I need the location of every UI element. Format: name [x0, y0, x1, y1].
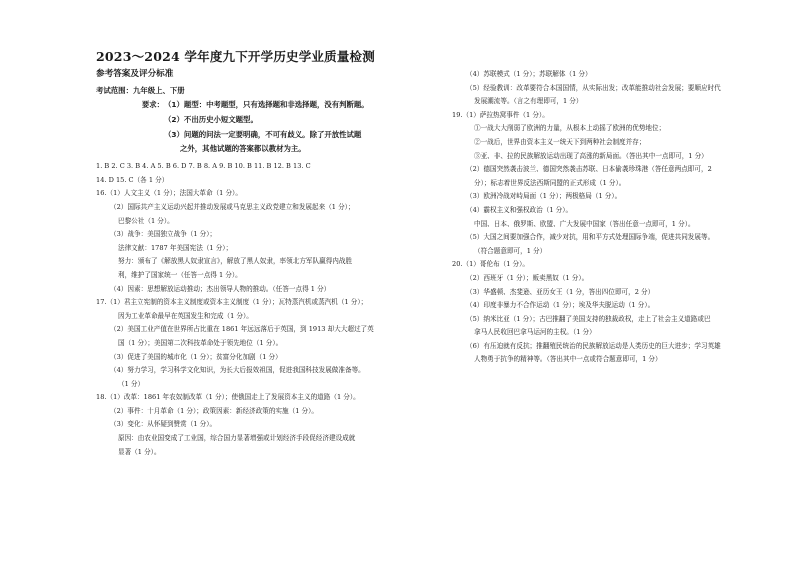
page-title: 2023～2024 学年度九下开学历史学业质量检测 — [96, 49, 375, 64]
right-column — [452, 68, 774, 367]
answer-line: （2）德国突然袭击波兰、德国突然袭击苏联、日本偷袭珍珠港（答任意两点即可，2 — [466, 165, 712, 174]
left-column — [96, 48, 420, 459]
answer-line: （5）经验教训：改革要符合本国国情，从实际出发；改革能推动社会发展；要顺应时代 — [466, 83, 721, 92]
answer-line: 人物勇于抗争的精神等。（答出其中一点或符合题意即可，1 分） — [474, 355, 662, 364]
answer-line: （3）变化：从怀疑到赞赏（1 分）。 — [110, 420, 217, 429]
page-subtitle: 参考答案及评分标准 — [96, 69, 174, 79]
answer-line: （4）霸权主义和强权政治（1 分）。 — [466, 205, 573, 214]
choice-answers: 1. B 2. C 3. B 4. A 5. B 6. D 7. B 8. A 9. B 10. B 11. B 12. B 13. C — [96, 162, 311, 171]
answer-line: 分）；标志着世界反法西斯同盟的正式形成（1 分）。 — [474, 178, 626, 187]
answer-line: （符合题意即可，1 分） — [474, 246, 547, 255]
answer-line: 努力：颁布了《解放黑人奴隶宣言》，解放了黑人奴隶，率领北方军队赢得内战胜 — [118, 257, 353, 266]
answer-line: 拿马人民收回巴拿马运河的主权。（1 分） — [474, 328, 596, 337]
answer-line: （6）有压迫就有反抗；推翻殖民统治的民族解放运动是人类历史的巨大进步；学习英雄 — [466, 341, 721, 350]
answer-line: （3）欧洲冷战对峙局面（1 分）；两极格局（1 分）。 — [466, 192, 622, 201]
answer-line: （1 分） — [118, 379, 145, 388]
requirement-item: （2）不出历史小短文题型。 — [164, 114, 258, 124]
answer-line: （2）事件：十月革命（1 分）；政策因素：新经济政策的实施（1 分）。 — [110, 406, 318, 415]
answer-line: 巴黎公社（1 分）。 — [118, 216, 174, 225]
answer-line: （2）西班牙（1 分）；贩卖黑奴（1 分）。 — [466, 273, 589, 282]
exam-scope: 考试范围：九年级上、下册 — [96, 86, 185, 95]
answer-line: （3）战争：美国独立战争（1 分）； — [110, 230, 217, 239]
answer-line: （4）苏联模式（1 分）；苏联解体（1 分） — [466, 70, 592, 78]
answer-line: （5）纳米比亚（1 分）；古巴推翻了美国支持的独裁政权，走上了社会主义道路或巴 — [466, 314, 711, 323]
answer-line: （4）努力学习，学习科学文化知识，为长大后报效祖国，促进我国科技发展做准备等。 — [110, 366, 365, 375]
choice-answers: 14. D 15. C（各 1 分） — [96, 175, 169, 184]
requirement-item: （3）问题的问法一定要明确，不可有歧义。除了开放性试题 — [164, 129, 362, 139]
answer-line: 国（1 分）；美国第二次科技革命处于领先地位（1 分）。 — [118, 338, 283, 347]
requirements-block — [96, 98, 420, 157]
answer-line: （3）华盛顿、杰斐逊、亚历女王（1 分，答出四位即可，2 分） — [466, 287, 655, 296]
requirement-item: 之外，其他试题的答案都以教材为主。 — [180, 144, 306, 154]
answer-line: （3）促进了美国的城市化（1 分）；贫富分化加剧（1 分） — [110, 352, 282, 361]
answer-line: ②一战后，世界由资本主义一统天下到两种社会制度并存； — [474, 137, 646, 146]
answer-line: 法律文献：1787 年美国宪法（1 分）； — [118, 243, 233, 252]
answer-line: 19.（1）萨拉热窝事件（1 分）。 — [452, 110, 549, 119]
answer-line: （5）大国之间要加强合作，减少对抗，用和平方式处理国际争端，促进共同发展等。 — [466, 233, 715, 242]
answer-line: 18.（1）改革：1861 年农奴制改革（1 分）；使俄国走上了发展资本主义的道路（1 分）。 — [96, 393, 360, 402]
answer-line: 发展潮流等。（言之有理即可，1 分） — [474, 97, 583, 106]
requirement-item: （1）题型：中考题型，只有选择题和非选择题，没有判断题。 — [164, 100, 369, 109]
answer-line: （4）因素：思想解放运动推动；杰出领导人物的推动。（任答一点得 1 分） — [110, 284, 331, 293]
answer-line: 中国、日本、俄罗斯、欧盟、广大发展中国家（答出任意一点即可，1 分）。 — [474, 219, 695, 228]
answer-line: ①一战大大削弱了欧洲的力量，从根本上动摇了欧洲的优势地位； — [474, 124, 666, 133]
answer-line: 原因：由农业国变成了工业国，综合国力显著增强或计划经济手段促经济建设成就 — [118, 434, 356, 443]
requirements-label: 要求： — [141, 100, 164, 109]
answer-line: （4）印度非暴力不合作运动（1 分）；埃及华夫脱运动（1 分）。 — [466, 301, 655, 310]
answer-line: 因为工业革命最早在英国发生和完成（1 分）。 — [118, 311, 253, 320]
answer-line: 16.（1）人文主义（1 分）；法国大革命（1 分）。 — [96, 189, 242, 198]
answer-line: （2）国际共产主义运动兴起并推动发展或马克思主义政党建立和发展起来（1 分）； — [110, 202, 355, 211]
answer-line: （2）美国工业产值在世界所占比重在 1861 年远远落后于英国，到 1913 却大大超过了英 — [110, 325, 374, 334]
answer-line: 17.（1）君主立宪制的资本主义制度或资本主义制度（1 分）；瓦特蒸汽机或蒸汽机（1 分）； — [96, 298, 368, 307]
answer-line: 利，维护了国家统一（任答一点得 1 分）。 — [118, 270, 242, 279]
answer-line: 20.（1）哥伦布（1 分）。 — [452, 260, 530, 269]
answer-line: 显著（1 分）。 — [118, 447, 161, 456]
answer-line: ③亚、非、拉的民族解放运动出现了高涨的新局面。（答出其中一点即可，1 分） — [474, 151, 708, 160]
